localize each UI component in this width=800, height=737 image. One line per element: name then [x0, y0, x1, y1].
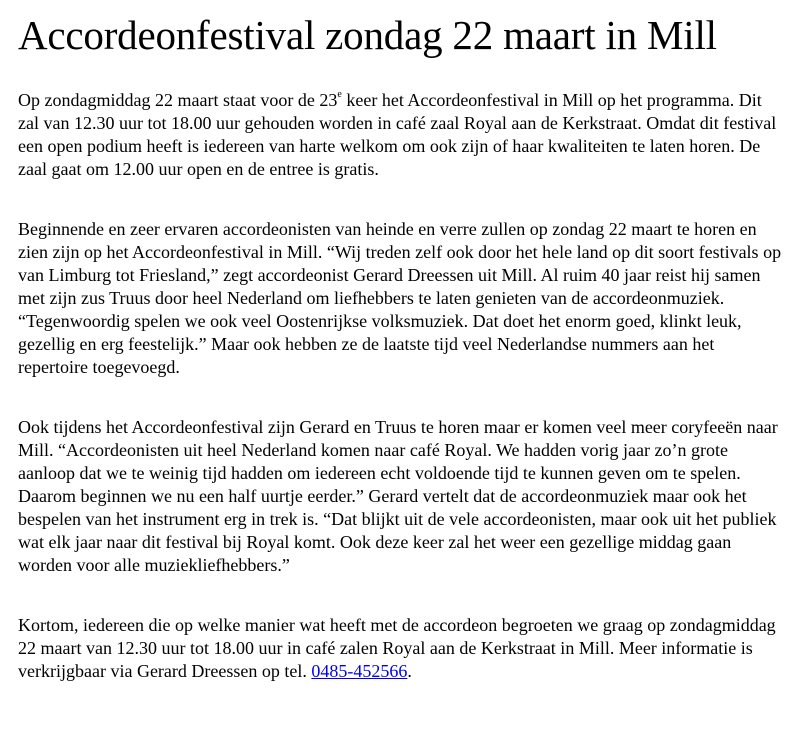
page-title: Accordeonfestival zondag 22 maart in Mill	[18, 12, 717, 58]
paragraph-coryphees: Ook tijdens het Accordeonfestival zijn Gerard en Truus te horen maar er komen veel meer coryfeeën naar Mill. “Accordeonisten uit heel Nederland komen naar café Royal. We hadden vorig jaar zo’n grote aanloop dat we te weinig tijd hadden om iedereen echt voldoende tijd te kunnen geven om te spelen. Daarom beginnen we nu een half uurtje eerder.” Gerard vertelt dat de accordeonmuziek maar ook het bespelen van het instrument erg in trek is. “Dat blijkt uit de vele accordeonisten, maar ook uit het publiek wat elk jaar naar dit festival bij Royal komt. Ook deze keer zal het weer een gezellige middag gaan worden voor alle muziekliefhebbers.”	[18, 417, 778, 576]
ordinal-superscript: e	[337, 89, 342, 101]
closing-text: Kortom, iedereen die op welke manier wat heeft met de accordeon begroeten we graag op zondagmiddag 22 maart van 12.30 uur tot 18.00 uur in café zalen Royal aan de Kerkstraat in Mill. Meer informatie is verkrijgbaar via Gerard Dreessen op tel.	[18, 615, 776, 682]
paragraph-closing	[18, 614, 782, 683]
intro-text-rest: keer het Accordeonfestival in Mill op het programma. Dit zal van 12.30 uur tot 18.00 uur gehouden worden in café zaal Royal aan de Kerkstraat. Omdat dit festival een open podium heeft is iedereen van harte welkom om ook zijn of haar kwaliteiten te laten horen. De zaal gaat om 12.00 uur open en de entree is gratis.	[18, 90, 777, 180]
intro-text-start: Op zondagmiddag 22 maart staat voor de 23	[18, 90, 338, 111]
paragraph-performers: Beginnende en zeer ervaren accordeonisten van heinde en verre zullen op zondag 22 maart te horen en zien zijn op het Accordeonfestival in Mill. “Wij treden zelf ook door het hele land op dit soort festivals op van Limburg tot Friesland,” zegt accordeonist Gerard Dreessen uit Mill. Al ruim 40 jaar reist hij samen met zijn zus Truus door heel Nederland om liefhebbers te laten genieten van de accordeonmuziek. “Tegenwoordig spelen we ook veel Oostenrijkse volksmuziek. Dat doet het enorm goed, klinkt leuk, gezellig en erg feestelijk.” Maar ook hebben ze de laatste tijd veel Nederlandse nummers aan het repertoire toegevoegd.	[18, 219, 782, 378]
phone-link[interactable]: 0485-452566	[311, 661, 408, 682]
paragraph-intro	[18, 89, 782, 181]
closing-period: .	[407, 661, 412, 682]
